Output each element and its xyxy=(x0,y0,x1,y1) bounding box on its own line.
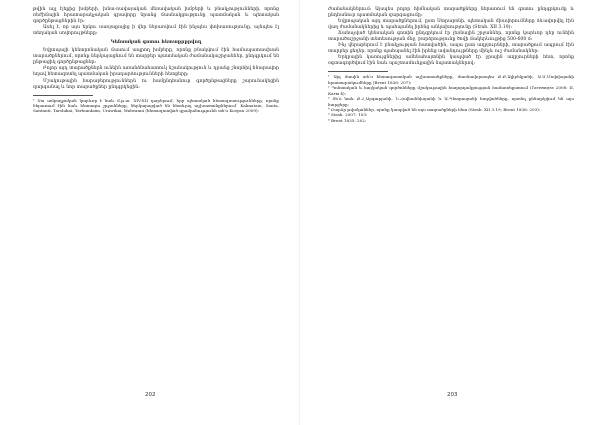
right-page xyxy=(300,0,600,425)
left-paragraph: Բոլոր այդ տարածքներն ունեին առանձնահատուկ նշանակություն և դրանց շնորհիվ հնարավոր եղավ հետազոտել պատմական իրադարձությունների հետքերը։ xyxy=(33,66,279,78)
right-paragraph: Ինչ վերաբերում է բնակչության հատվածին, ապա ըստ աղբյուրների, տարածքում ապրում էին տարբեր ցեղեր, որոնք պահպանել էին իրենց ավանդույթները մինչև ուշ ժամանակներ։ xyxy=(328,43,574,55)
page-number-left: 202 xyxy=(145,392,156,398)
footnote-rule xyxy=(328,71,388,72)
section-heading: Կենսական գոտու հետաքրքրվող xyxy=(110,40,202,46)
footnote: ⁴ Բարձր թվականներ, որոնք կապված են այս տարածքների հետ (Strab. XII 3.19; Brent 1836: 203)։ xyxy=(328,106,541,112)
left-paragraph: Եվրոպայի կենտրոնական մասում ապրող խմբերը, որոնք բնակվում էին համապատասխան տարածքներում, որոնք ներկայացնում են տարբեր պատմական ժամանակաշրջաններ, ընդգրկում են ընթացիկ գործընթացներ։ xyxy=(33,48,279,66)
page-number-right: 203 xyxy=(447,392,458,398)
left-footnotes xyxy=(33,98,279,114)
left-paragraph: Ասել է, որ այս երկու սառյաքայից ի վեր ներառվում էին ինչպես փոխառությունը, այնպես էլ տեղական սովորույթները։ xyxy=(33,25,279,37)
footnote: ⁵ Strab. 2007: 103։ xyxy=(328,112,368,118)
right-footnotes xyxy=(328,74,574,123)
left-paragraph: թվին այլ էյեքից խմբերի, խնա-ռավայական մեռավական խմբերի և բնակչությունների, որոնց ռեժիմային հրատարակչական գրավորը նրանց մասնակցությունը պատմական և պետական գործընթացներին էր։ xyxy=(33,7,279,25)
footnote: ⁶ Brent 1835: 202։ xyxy=(328,117,367,123)
right-page-column xyxy=(328,7,574,123)
left-paragraph: Մշակութային հարաբերություններն ու համընդհանուր գործընթացները շարունակեցին զարգանալ և նոր տարածքներ ընդգրկեցին։ xyxy=(33,78,279,90)
right-paragraph: Եվրոպական այդ տարածքներում, ըստ Ստրաբոնի, պետական միավորումները ձևավորվել էին վաղ ժամանակներից և պահպանել իրենց անկախությունը (Strab. XII 3.19)։ xyxy=(328,19,574,31)
left-page-column xyxy=(33,7,279,114)
footnote: ³ Տե՛ս նաև Ք.Հ.Աբգարյանի, Ն.Հովհաննիսյանի և Ա.Պետրոսյանի հոդվածները, որտեղ քննարկվում են այս հարցերը։ xyxy=(328,96,574,107)
right-paragraph: Երկրային կառույցներից ամենահայտնին կապված էր ջրային աղբյուրների հետ, որոնք օգտագործվում էին նաև պաշտամունքային նպատակներով։ xyxy=(328,55,574,67)
right-paragraph: Ճանաչված կենսական գոտին ընդգրկում էր լեռնային շրջաններ, որոնք կարևոր դեր ունեին տարածաշրջանի տնտեսության մեջ, բարձրությունը ծովի մակերևույթից 500-600 մ։ xyxy=(328,31,574,43)
footnote: ¹ Այդ մասին տե՛ս հետազոտական աշխատանքները, մասնավորապես Ք.Ք.Ալիբեկյանի, Ա.Ս.Մովսիսյանի հրատարակումները (Brent 1836: 207)։ xyxy=(328,74,574,85)
footnote-rule xyxy=(33,95,93,96)
footnote: ² Պոնտական և հայկական գործոնները մշակութային հաղորդակցության համատեքստում (Гатенидзе 2008: II, Каты 4)։ xyxy=(328,85,574,96)
right-paragraph: ժամանակներում։ Այսպես բոլոր հիմնական տարածքները ներառում են գոտու ընդգրկումը և ընդհանուր պատմական զարգացումը։ xyxy=(328,7,574,19)
footnote: ¹ Սա ամբողջական կարևոր է նաև մ.թ.ա. XIV-XII դարերում, երբ պետական հետազոտությունները, որոնք ներառում էին նաև հետագա շրջանները, ներկայացված են հետևյալ աշխատանքներում՝ Kalmatani, Santa, Santanti, Tarshikai, Tarhundaim, Urawikai, Walwanni (հետազոտված գրականությունն տե՛ս Kosyan 2009)։ xyxy=(33,97,279,114)
